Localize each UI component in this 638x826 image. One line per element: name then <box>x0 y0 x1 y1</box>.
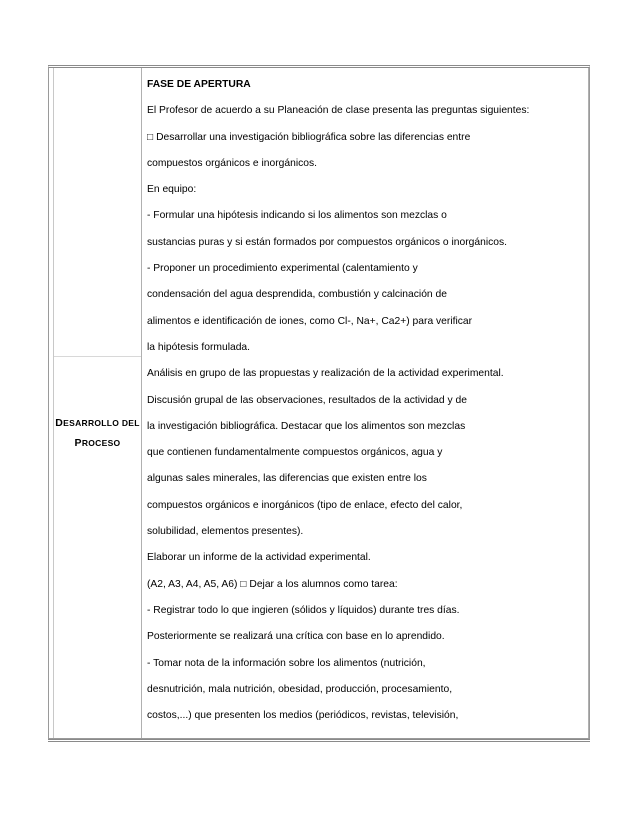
text-line: la hipótesis formulada. <box>147 341 251 353</box>
text-line: □ Desarrollar una investigación bibliográfica sobre las diferencias entre <box>147 131 471 143</box>
text-line: que contienen fundamentalmente compuestos orgánicos, agua y <box>147 447 443 459</box>
section-heading: FASE DE APERTURA <box>147 79 251 90</box>
row-header-line-2-rest: ROCESO <box>81 438 121 448</box>
row-header-label <box>54 413 141 453</box>
text-line: costos,...) que presenten los medios (periódicos, revistas, televisión, <box>147 710 459 722</box>
text-line: Discusión grupal de las observaciones, resultados de la actividad y de <box>147 394 467 406</box>
row-header-line-2-initial: P <box>74 437 82 449</box>
text-line: solubilidad, elementos presentes). <box>147 526 304 538</box>
text-line: la investigación bibliográfica. Destacar que los alimentos son mezclas <box>147 420 466 432</box>
content-cell <box>141 68 589 738</box>
text-line: Análisis en grupo de las propuestas y realización de la actividad experimental. <box>147 368 504 380</box>
text-line: condensación del agua desprendida, combustión y calcinación de <box>147 289 447 301</box>
text-line: compuestos orgánicos e inorgánicos. <box>147 157 317 169</box>
text-line: algunas sales minerales, las diferencias que existen entre los <box>147 473 427 485</box>
text-line: - Registrar todo lo que ingieren (sólidos y líquidos) durante tres días. <box>147 604 460 616</box>
text-line: El Profesor de acuerdo a su Planeación de clase presenta las preguntas siguientes: <box>147 105 530 117</box>
text-line: En equipo: <box>147 184 197 196</box>
row-header-cell <box>53 68 142 738</box>
row-header-line-1 <box>54 413 141 433</box>
text-line: sustancias puras y si están formados por compuestos orgánicos o inorgánicos. <box>147 236 508 248</box>
text-line: - Tomar nota de la información sobre los alimentos (nutrición, <box>147 657 426 669</box>
text-line: Elaborar un informe de la actividad experimental. <box>147 552 371 564</box>
text-line: desnutrición, mala nutrición, obesidad, producción, procesamiento, <box>147 683 453 695</box>
header-cell-divider <box>54 68 141 357</box>
text-line: Posteriormente se realizará una crítica con base en lo aprendido. <box>147 631 445 643</box>
text-line: alimentos e identificación de iones, como Cl-, Na+, Ca2+) para verificar <box>147 315 473 327</box>
text-line: (A2, A3, A4, A5, A6) □ Dejar a los alumnos como tarea: <box>147 578 398 590</box>
row-header-line-2 <box>54 433 141 453</box>
text-line: - Formular una hipótesis indicando si los alimentos son mezclas o <box>147 210 447 222</box>
text-line: - Proponer un procedimiento experimental (calentamiento y <box>147 263 418 275</box>
table-bottom-rule <box>48 736 590 742</box>
text-line: compuestos orgánicos e inorgánicos (tipo de enlace, efecto del calor, <box>147 499 463 511</box>
content-text-block <box>147 76 580 733</box>
row-header-line-1-initial: D <box>55 417 64 429</box>
lesson-plan-table <box>48 65 590 739</box>
row-header-line-1-rest: ESARROLLO DEL <box>63 418 140 428</box>
